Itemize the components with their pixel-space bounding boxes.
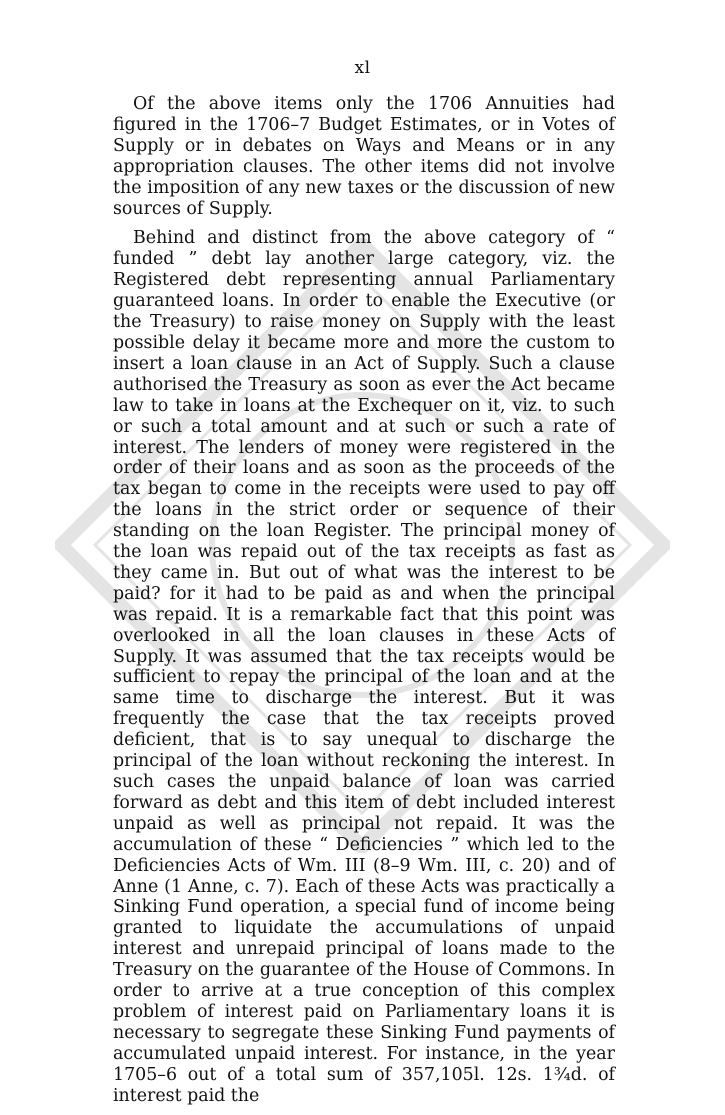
body-text [113, 94, 615, 1107]
page-number: xl [354, 58, 371, 78]
paragraph: Behind and distinct from the above category of “ funded ” debt lay another large category, viz. the Registered debt representing annual Parliamentary guaranteed loans. In order to enable the Executive (or the Treasury) to raise money on Supply with the least possible delay it became more and more the custom to insert a loan clause in an Act of Supply. Such a clause authorised the Treasury as soon as ever the Act became law to take in loans at the Exchequer on it, viz. to such or such a total amount and at such or such a rate of interest. The lenders of money were registered in the order of their loans and as soon as the proceeds of the tax began to come in the receipts were used to pay off the loans in the strict order or sequence of their standing on the loan Register. The principal money of the loan was repaid out of the tax receipts as fast as they came in. But out of what was the interest to be paid? for it had to be paid as and when the principal was repaid. It is a remarkable fact that this point was overlooked in all the loan clauses in these Acts of Supply. It was assumed that the tax receipts would be sufficient to repay the principal of the loan and at the same time to discharge the interest. But it was frequently the case that the tax receipts proved deficient, that is to say unequal to discharge the principal of the loan without reckoning the interest. In such cases the unpaid balance of loan was carried forward as debt and this item of debt included interest unpaid as well as principal not repaid. It was the accumulation of these “ Deficiencies ” which led to the Deficiencies Acts of Wm. III (8–9 Wm. III, c. 20) and of Anne (1 Anne, c. 7). Each of these Acts was practically a Sinking Fund operation, a special fund of income being granted to liquidate the accumulations of unpaid interest and unrepaid principal of loans made to the Treasury on the guarantee of the House of Commons. In order to arrive at a true conception of this complex problem of interest paid on Parliamentary loans it is necessary to segregate these Sinking Fund payments of accumulated unpaid interest. For instance, in the year 1705–6 out of a total sum of 357,105l. 12s. 1¾d. of interest paid the [113, 228, 615, 1106]
paragraph: Of the above items only the 1706 Annuities had figured in the 1706–7 Budget Estimates, or in Votes of Supply or in debates on Ways and Means or in any appropriation clauses. The other items did not involve the imposition of any new taxes or the discussion of new sources of Supply. [113, 94, 615, 219]
